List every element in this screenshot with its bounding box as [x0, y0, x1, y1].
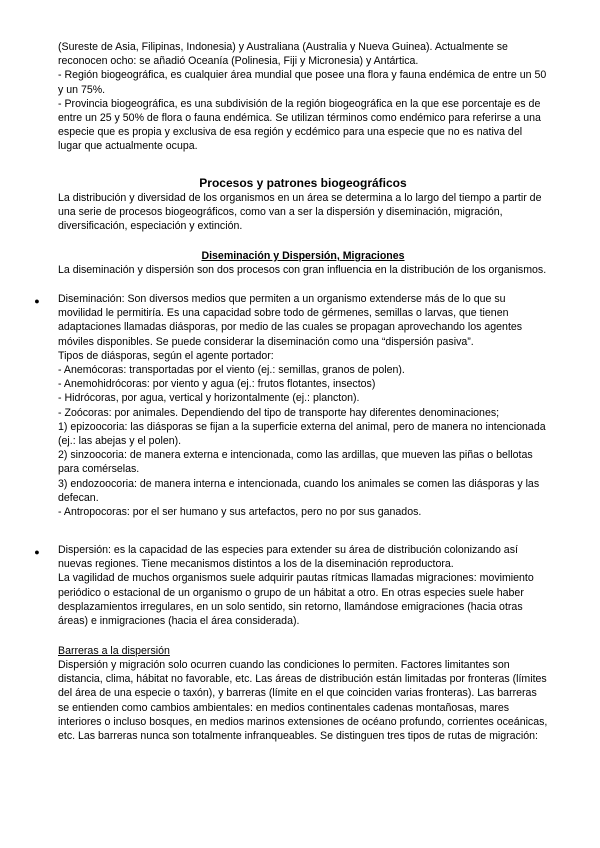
- intro-section: [58, 40, 548, 154]
- tipo-item: - Anemócoras: transportadas por el viento (ej.: semillas, granos de polen).: [58, 364, 405, 377]
- dispersion-definition: Dispersión: es la capacidad de las especies para extender su área de distribución colonizando así nuevas regiones. Tiene mecanismos distintos a los de la diseminación reproductora.: [58, 544, 518, 571]
- tipo-item: - Hidrócoras, por agua, vertical y horizontalmente (ej.: plancton).: [58, 392, 360, 405]
- tipos-title: Tipos de diásporas, según el agente portador:: [58, 349, 274, 362]
- tipo-item: 3) endozoocoria: de manera interna e intencionada, cuando los animales se comen las diásporas y las defecan.: [58, 477, 540, 504]
- tipo-item: - Anemohidrócoras: por viento y agua (ej.: frutos flotantes, insectos): [58, 378, 376, 391]
- diseminacion-block: [58, 292, 548, 519]
- tipo-item: - Antropocoras: por el ser humano y sus artefactos, pero no por sus ganados.: [58, 506, 422, 519]
- bullet-dispersion: ●: [34, 547, 40, 557]
- tipo-item: - Zoócoras: por animales. Dependiendo del tipo de transporte hay diferentes denominaciones;: [58, 406, 500, 419]
- section-title-barreras: Barreras a la dispersión: [58, 645, 170, 657]
- section-title-procesos: Procesos y patrones biogeográficos: [199, 176, 407, 190]
- intro-line: - Región biogeográfica, es cualquier área mundial que posee una flora y fauna endémica de entre un 50 y un 75%.: [58, 69, 547, 96]
- dispersion-block: [58, 543, 548, 628]
- section-title-diseminacion: Diseminación y Dispersión, Migraciones: [201, 250, 405, 262]
- diseminacion-intro: La diseminación y dispersión son dos procesos con gran influencia en la distribución de los organismos.: [58, 264, 547, 276]
- tipo-item: 1) epizoocoria: las diásporas se fijan a la superficie externa del animal, pero de manera no intencionada (ej.: las abejas y el polen).: [58, 420, 546, 448]
- tipo-item: 2) sinzoocoria: de manera externa e intencionada, como las ardillas, que mueven las piñas o bellotas para comérselas.: [58, 449, 533, 476]
- intro-line: (Sureste de Asia, Filipinas, Indonesia) y Australiana (Australia y Nueva Guinea). Actualmente se reconocen ocho: se añadió Oceanía (Polinesia, Fiji y Micronesia) y Antártica.: [58, 41, 508, 68]
- intro-line: - Provincia biogeográfica, es una subdivisión de la región biogeográfica en la que ese porcentaje es de entre un 25 y 50% de flora o fauna endémica. Se utilizan términos como endémico para referirse a una especie que es propia y exclusiva de esa región y ecdémico para una especie que no es nativa del lugar que actualmente ocupa.: [58, 97, 541, 153]
- bullet-diseminacion: ●: [34, 296, 40, 306]
- diseminacion-definition: Diseminación: Son diversos medios que permiten a un organismo extenderse más de lo que su movilidad le permitiría. Es una capacidad sobre todo de gérmenes, semillas o larvas, que tienen adaptaciones llamadas diásporas, por medio de las cuales se propagan aprovechando los agentes móviles disponibles. Se puede considerar la diseminación como una “dispersión pasiva”.: [58, 293, 523, 348]
- dispersion-paragraph: La vagilidad de muchos organismos suele adquirir pautas rítmicas llamadas migraciones: movimiento periódico o estacional de un organismo o grupo de un hábitat a otro. En otras especies suele haber desplazamientos irregulares, en un solo sentido, sin retorno, llamándose emigraciones (hacia otras áreas) e inmigraciones (hacia el área considerada).: [58, 572, 534, 628]
- procesos-paragraph: La distribución y diversidad de los organismos en un área se determina a lo largo del tiempo a partir de una serie de procesos biogeográficos, como van a ser la dispersión y diseminación, migración, diversificación, especiación y extinción.: [58, 192, 542, 233]
- barreras-paragraph: Dispersión y migración solo ocurren cuando las condiciones lo permiten. Factores limitantes son distancia, clima, hábitat no favorable, etc. Las áreas de distribución están limitadas por fronteras (límites del área de una especie o taxón), y barreras (límite en el que coinciden varias fronteras). Las barreras se entienden como cambios ambientales: en medios continentales cadenas montañosas, mares interiores o incluso bosques, en medios marinos extensiones de océano profundo, corrientes oceánicas, etc. Las barreras nunca son totalmente infranqueables. Se distinguen tres tipos de rutas de migración:: [58, 659, 548, 743]
